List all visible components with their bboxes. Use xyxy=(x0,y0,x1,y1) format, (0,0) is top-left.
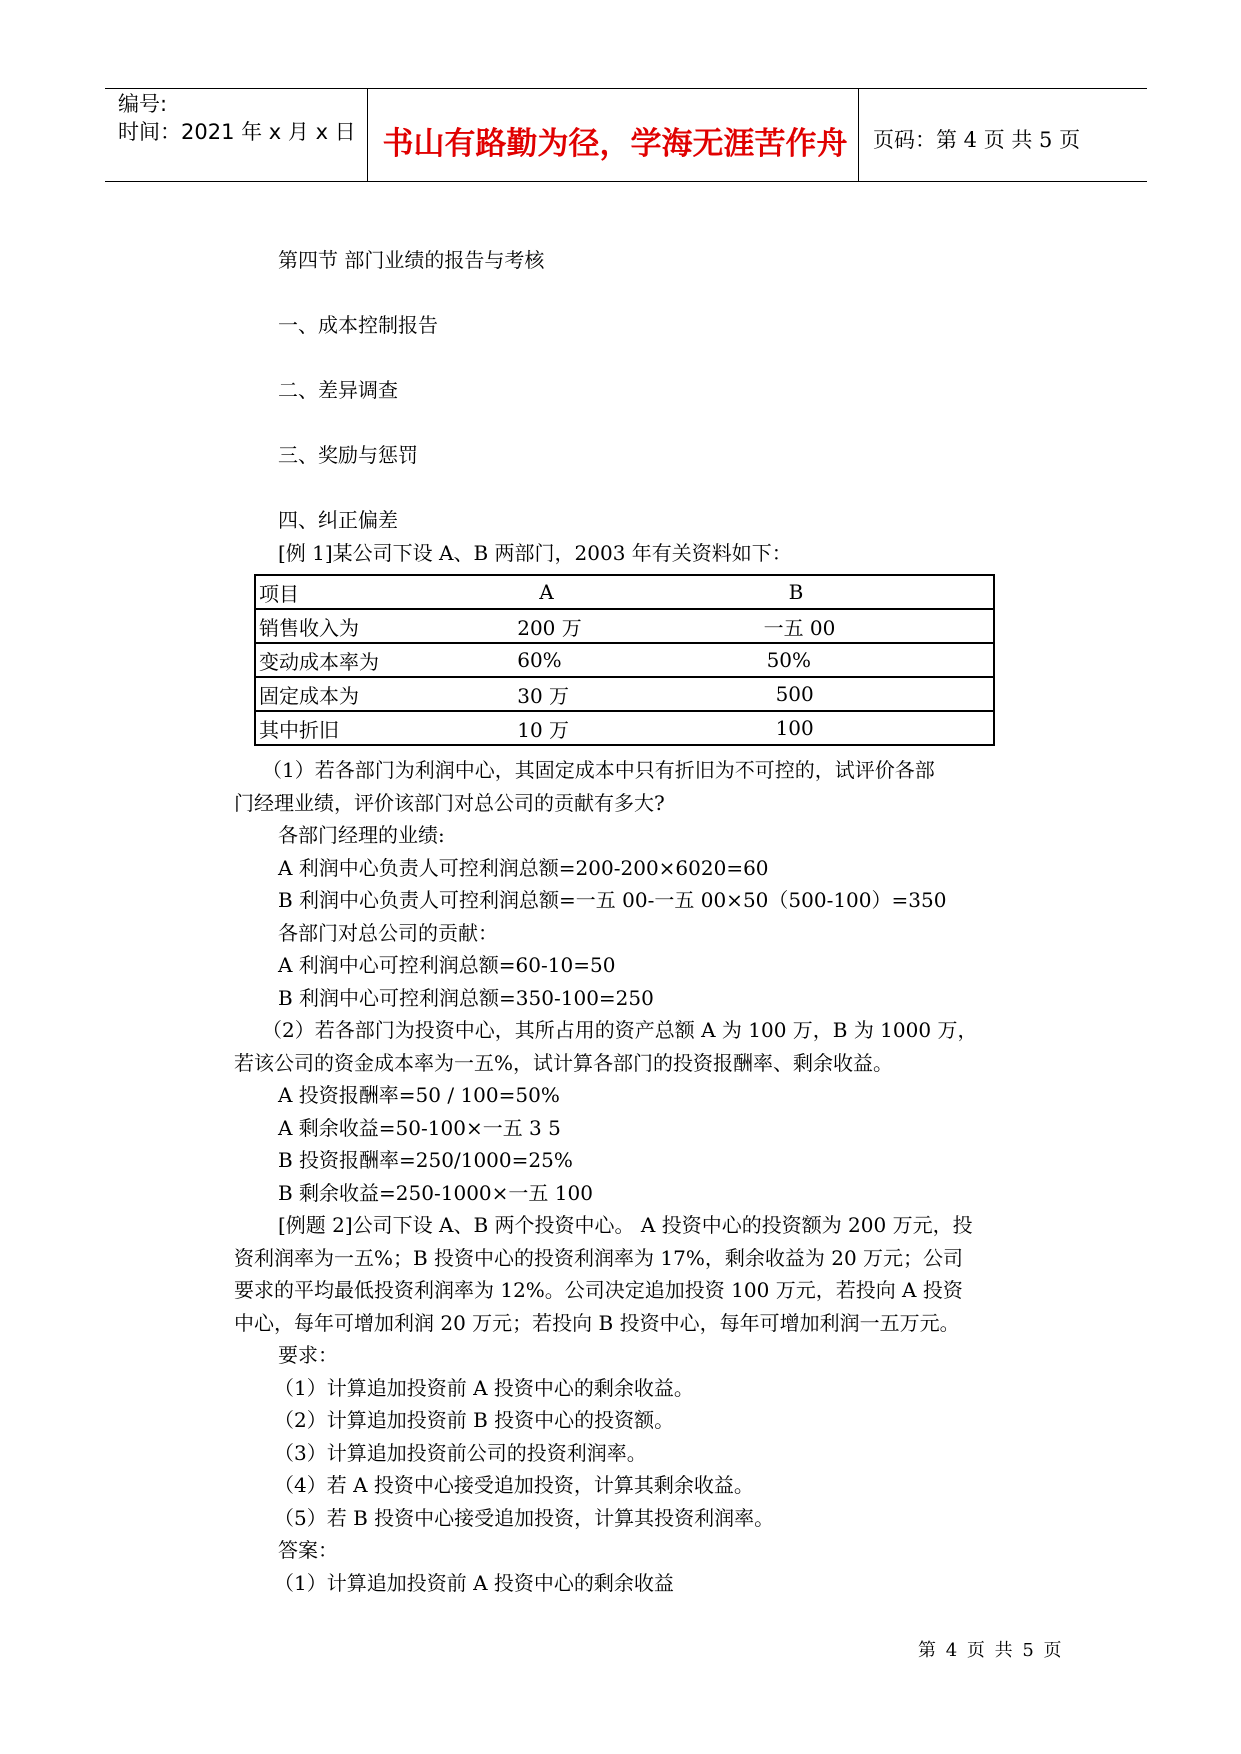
header-top-rule xyxy=(105,88,1147,89)
body-line: （5）若 B 投资中心接受追加投资，计算其投资利润率。 xyxy=(274,1506,775,1530)
table-cell: 30 万 xyxy=(514,677,753,711)
body-line: 各部门经理的业绩: xyxy=(278,823,445,847)
outline-item: 三、奖励与惩罚 xyxy=(278,443,418,467)
body-line: B 剩余收益=250-1000×一五 100 xyxy=(278,1181,593,1205)
footer-page-number: 第 4 页 共 5 页 xyxy=(918,1640,1064,1661)
table-cell: 200 万 xyxy=(514,609,753,643)
document-number-label: 编号: xyxy=(118,92,168,116)
example1-intro: [例 1]某公司下设 A、B 两部门，2003 年有关资料如下： xyxy=(278,541,792,565)
table-row xyxy=(255,643,994,677)
body-line: [例题 2]公司下设 A、B 两个投资中心。 A 投资中心的投资额为 200 万元，投 xyxy=(278,1213,973,1237)
body-line: B 利润中心负责人可控利润总额=一五 00-一五 00×50（500-100）=350 xyxy=(278,888,947,912)
body-line: （1）计算追加投资前 A 投资中心的剩余收益。 xyxy=(274,1376,694,1400)
header-divider-left xyxy=(367,88,368,182)
document-time-label: 时间：2021 年 x 月 x 日 xyxy=(118,120,356,144)
table-cell: 固定成本为 xyxy=(255,677,514,711)
table-cell: 变动成本率为 xyxy=(255,643,514,677)
body-line: A 利润中心可控利润总额=60-10=50 xyxy=(278,953,616,977)
body-line: （2）若各部门为投资中心，其所占用的资产总额 A 为 100 万，B 为 1000 万， xyxy=(262,1018,978,1042)
table-header-row xyxy=(255,575,994,609)
table-header-cell: 项目 xyxy=(255,575,514,609)
table-row xyxy=(255,609,994,643)
table-header-cell: A xyxy=(514,575,753,609)
body-line: 要求： xyxy=(278,1343,338,1367)
table-row xyxy=(255,677,994,711)
body-line: B 利润中心可控利润总额=350-100=250 xyxy=(278,986,654,1010)
body-line: （2）计算追加投资前 B 投资中心的投资额。 xyxy=(274,1408,675,1432)
body-line: 资利润率为一五%；B 投资中心的投资利润率为 17%，剩余收益为 20 万元；公司 xyxy=(234,1246,964,1270)
body-line: 各部门对总公司的贡献： xyxy=(278,921,498,945)
table-cell: 其中折旧 xyxy=(255,711,514,745)
table-cell: 10 万 xyxy=(514,711,753,745)
header-motto: 书山有路勤为径，学海无涯苦作舟 xyxy=(382,126,848,162)
body-line: （4）若 A 投资中心接受追加投资，计算其剩余收益。 xyxy=(274,1473,754,1497)
table-cell: 50% xyxy=(754,643,994,677)
example1-table xyxy=(254,574,995,746)
table-cell: 一五 00 xyxy=(754,609,994,643)
body-line: （3）计算追加投资前公司的投资利润率。 xyxy=(274,1441,647,1465)
body-line: 要求的平均最低投资利润率为 12%。公司决定追加投资 100 万元，若投向 A 投资 xyxy=(234,1278,963,1302)
body-line: 答案： xyxy=(278,1538,338,1562)
outline-item: 一、成本控制报告 xyxy=(278,313,438,337)
body-line: 中心，每年可增加利润 20 万元；若投向 B 投资中心，每年可增加利润一五万元。 xyxy=(234,1311,960,1335)
body-line: A 剩余收益=50-100×一五 3 5 xyxy=(278,1116,561,1140)
outline-item: 四、纠正偏差 xyxy=(278,508,398,532)
table-row xyxy=(255,711,994,745)
header-page-label: 页码：第 4 页 共 5 页 xyxy=(873,128,1081,152)
section-title: 第四节 部门业绩的报告与考核 xyxy=(278,248,545,272)
header-meta xyxy=(118,90,356,146)
table-cell: 100 xyxy=(754,711,994,745)
body-line: A 投资报酬率=50 / 100=50% xyxy=(278,1083,560,1107)
body-line: A 利润中心负责人可控利润总额=200-200×6020=60 xyxy=(278,856,769,880)
table-cell: 60% xyxy=(514,643,753,677)
table-cell: 500 xyxy=(754,677,994,711)
body-line: B 投资报酬率=250/1000=25% xyxy=(278,1148,573,1172)
outline-item: 二、差异调查 xyxy=(278,378,398,402)
body-line: 门经理业绩，评价该部门对总公司的贡献有多大? xyxy=(234,791,665,815)
header-bottom-rule xyxy=(105,181,1147,182)
table-header-cell: B xyxy=(754,575,994,609)
table-cell: 销售收入为 xyxy=(255,609,514,643)
body-line: （1）计算追加投资前 A 投资中心的剩余收益 xyxy=(274,1571,674,1595)
body-line: （1）若各部门为利润中心，其固定成本中只有折旧为不可控的，试评价各部 xyxy=(262,758,935,782)
body-line: 若该公司的资金成本率为一五%，试计算各部门的投资报酬率、剩余收益。 xyxy=(234,1051,894,1075)
